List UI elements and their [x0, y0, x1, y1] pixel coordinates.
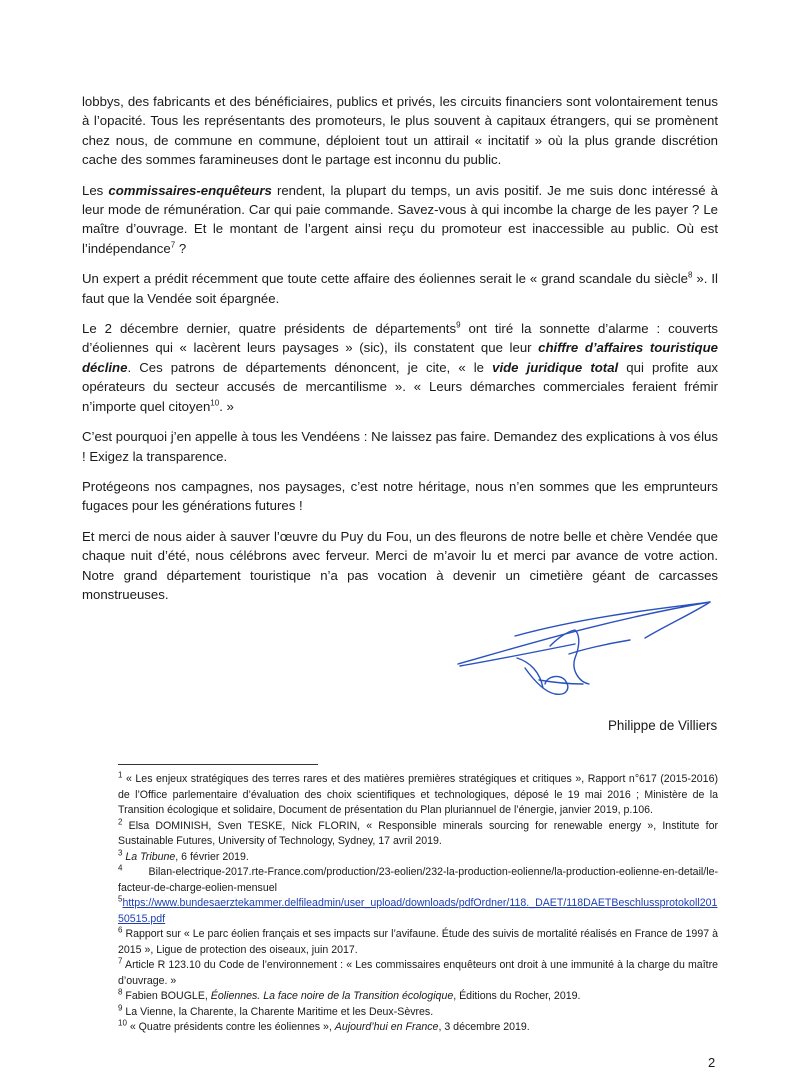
footnote-text: « Quatre présidents contre les éoliennes », [126, 1021, 335, 1033]
footnote-number: 6 [118, 925, 123, 935]
signatory-name: Philippe de Villiers [608, 718, 718, 733]
paragraph-appel: C’est pourquoi j’en appelle à tous les Vendéens : Ne laissez pas faire. Demandez des explications à vos élus ! Exigez la transparence. [82, 429, 718, 464]
footnote-text: Fabien BOUGLE, [122, 990, 211, 1002]
footnote-number: 3 [118, 847, 123, 857]
footnote-text: , 6 février 2019. [175, 850, 249, 863]
footnote-divider [118, 764, 318, 765]
page-number: 2 [708, 1055, 716, 1070]
paragraph-presidents [82, 319, 718, 416]
footnote-number: 2 [118, 816, 123, 826]
emphasis-commissaires: commissaires-enquêteurs [108, 182, 272, 198]
footnote-6 [118, 927, 718, 958]
text-run: ont tiré la sonnette d’alarme : couverts d’éoliennes qui « lacèrent leurs paysages » (sic), ils constatent que leur [82, 321, 719, 356]
text-run: rendent, la plupart du temps, un avis positif. Je me suis donc intéressé à leur mode de rémunération. Car qui paie commande. Savez-vous à qui incombe la charge de les payer ? Le maître d’ouvrage. Et le montant de l’argent ainsi reçu du promoteur est inaccessible au public. Où est l’indépendance [82, 182, 718, 256]
paragraph-scandale [82, 269, 718, 308]
footnote-text: La Vienne, la Charente, la Charente Maritime et les Deux-Sèvres. [122, 1005, 434, 1018]
footnote-text: Article R 123.10 du Code de l’environnement : « Les commissaires enquêteurs ont droit à une immunité à la charge du maître d’ouvrage. » [118, 959, 718, 987]
footnote-5 [118, 896, 718, 927]
footnote-10 [118, 1020, 718, 1036]
footnote-link[interactable]: https://www.bundesaerztekammer.delfileadmin/user_upload/downloads/pdfOrdner/118._DAET/118DAETBeschlussprotokoll20150515.pdf [118, 897, 718, 925]
footnotes [118, 772, 718, 1036]
footnote-text: Bilan-electrique-2017.rte-France.com/production/23-eolien/232-la-production-eolienne/la-production-eolienne-en-detail/le-facteur-de-charge-eolien-mensuel [118, 866, 718, 894]
footnote-text: Rapport sur « Le parc éolien français et ses impacts sur l’avifaune. Étude des suivis de mortalité réalisés en France de 1997 à 2015 », Ligue de protection des oiseaux, juin 2017. [118, 928, 718, 956]
footnote-italic: La Tribune [122, 850, 176, 863]
footnote-italic: Éoliennes. La face noire de la Transition écologique [210, 990, 454, 1002]
footnote-number: 4 [118, 863, 123, 873]
footnote-9 [118, 1002, 718, 1021]
footnote-text: « Les enjeux stratégiques des terres rares et des matières premières stratégiques et critiques », Rapport n°617 (2015-2016) de l’Office parlementaire d’évaluation des choix scientifiques et technologiques, déposé le 19 mai 2016 ; Ministère de la Transition écologique et solidaire, Document de présentation du Plan pluriannuel de l’énergie, janvier 2019, p.106. [118, 773, 718, 816]
text-run: . Ces patrons de départements dénoncent, je cite, « le [127, 359, 493, 375]
footnote-text: , 3 décembre 2019. [438, 1021, 530, 1033]
paragraph-commissaires [82, 181, 718, 259]
footnote-ref-7: 7 [170, 240, 176, 250]
emphasis-vide-juridique: vide juridique total [492, 359, 619, 375]
footnote-1 [118, 772, 718, 819]
text-run: . » [219, 398, 234, 414]
footnote-3 [118, 847, 718, 866]
footnote-7 [118, 958, 718, 989]
handwritten-signature [455, 596, 720, 706]
footnote-number: 10 [118, 1018, 127, 1028]
footnote-2 [118, 816, 718, 850]
footnote-number: 8 [118, 987, 123, 997]
paragraph-campagnes: Protégeons nos campagnes, nos paysages, c’est notre héritage, nous n’en sommes que les emprunteurs fugaces pour les générations futures ! [82, 478, 718, 514]
emphasis-chiffre: chiffre d’affaires touristique décline [82, 340, 718, 375]
footnote-text: Elsa DOMINISH, Sven TESKE, Nick FLORIN, « Responsible minerals sourcing for renewable energy », Institute for Sustainable Futures, University of Technology, Sydney, 17 avril 2019. [118, 819, 718, 847]
footnote-ref-10: 10 [210, 398, 220, 408]
paragraph-opacity: lobbys, des fabricants et des bénéficiaires, publics et privés, les circuits financiers sont volontairement tenus à l’opacité. Tous les représentants des promoteurs, le plus souvent à capitaux étrangers, qui se promènent chez nous, de commune en commune, déploient tout un attirail « incitatif » où la plus grande discrétion cache des sommes faramineuses dont le partage est inconnu du public. [82, 94, 718, 168]
paragraph-puy-du-fou: Et merci de nous aider à sauver l’œuvre du Puy du Fou, un des fleurons de notre belle et chère Vendée que chaque nuit d’été, nous célébrons avec ferveur. Merci de m’avoir lu et merci par avance de votre action. Notre grand département touristique n’a pas vocation à devenir un cimetière géant de carcasses monstrueuses. [82, 528, 718, 602]
text-run: ». Il faut que la Vendée soit épargnée. [82, 271, 718, 306]
text-run: Le 2 décembre dernier, quatre présidents de départements [82, 321, 457, 337]
footnote-ref-9: 9 [456, 320, 461, 330]
text-run: qui profite aux opérateurs du secteur accusés de mercantilisme ». « Leurs démarches commerciales feraient frémir n’importe quel citoyen [82, 359, 718, 414]
footnote-4 [118, 865, 718, 896]
footnote-number: 5 [118, 894, 123, 904]
text-run: Les [82, 182, 109, 198]
text-run: Un expert a prédit récemment que toute cette affaire des éoliennes serait le « grand scandale du siècle [82, 271, 689, 287]
footnote-number: 9 [118, 1002, 123, 1012]
letter-body [82, 92, 718, 615]
footnote-ref-8: 8 [688, 270, 693, 280]
footnote-number: 7 [118, 956, 123, 966]
text-run: ? [175, 240, 187, 256]
footnote-8 [118, 989, 718, 1005]
footnote-italic: Aujourd’hui en France [334, 1021, 439, 1033]
footnote-text: , Éditions du Rocher, 2019. [453, 990, 581, 1002]
footnote-number: 1 [118, 770, 123, 780]
